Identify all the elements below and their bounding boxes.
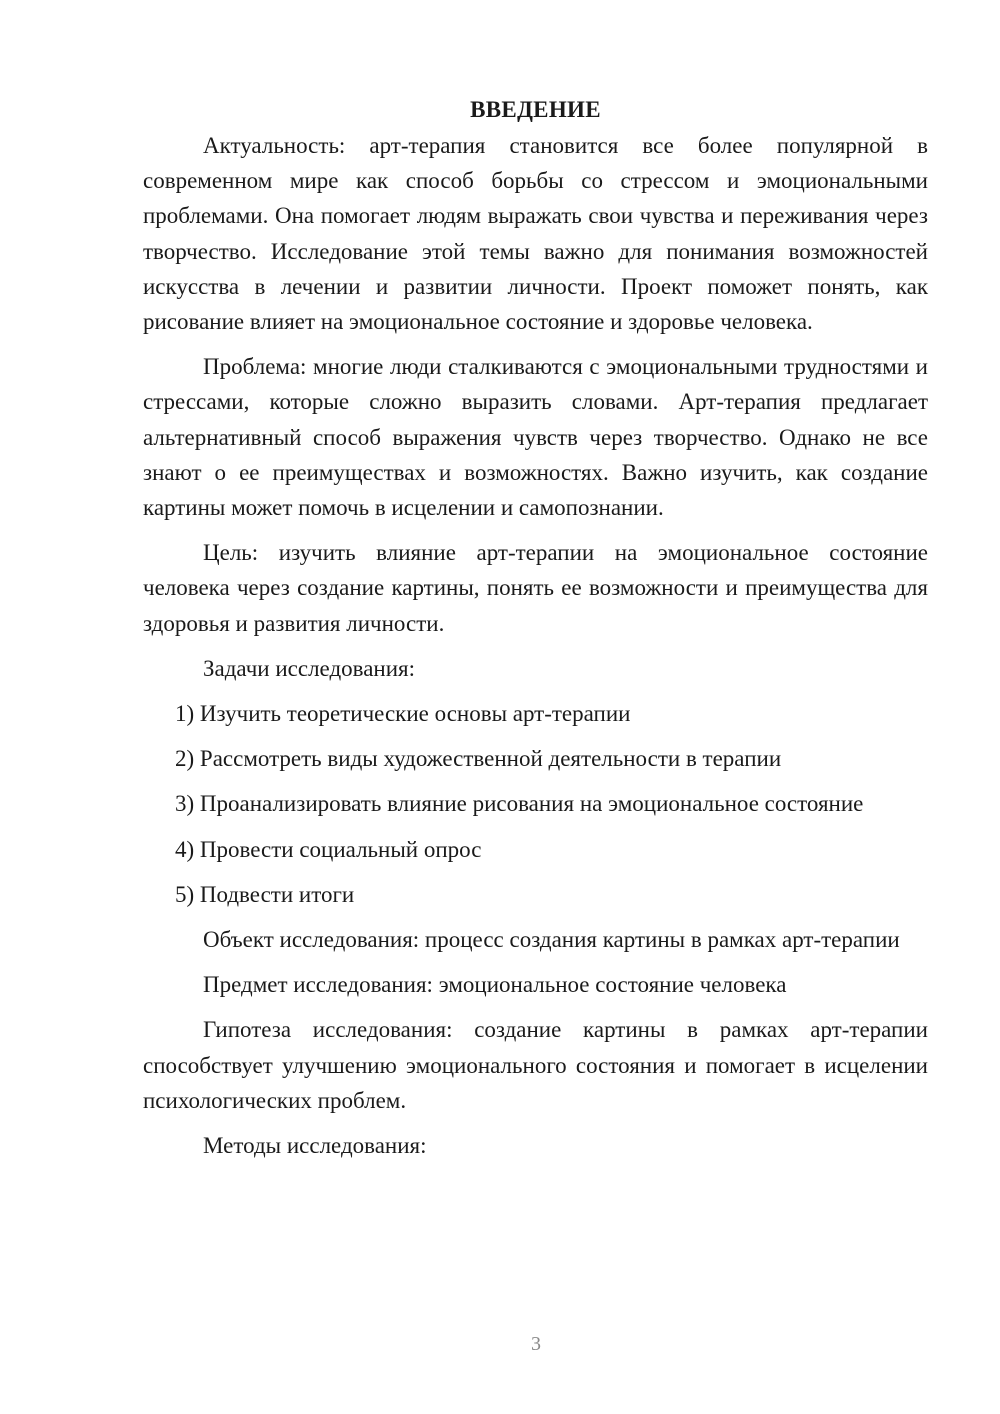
hypothesis-paragraph: Гипотеза исследования: создание картины в рамках арт-терапии способствует улучшению эмоционального состояния и помогает в исцелении психологических проблем. xyxy=(143,1017,928,1113)
goal-paragraph: Цель: изучить влияние арт-терапии на эмоциональное состояние человека через создание картины, понять ее возможности и преимущества для здоровья и развития личности. xyxy=(143,540,928,636)
methods-heading: Методы исследования: xyxy=(203,1133,427,1159)
problem-paragraph: Проблема: многие люди сталкиваются с эмоциональными трудностями и стрессами, которые сложно выразить словами. Арт-терапия предлагает альтернативный способ выражения чувств через творчество. Однако не все знают о ее преимуществах и возможностях. Важно изучить, как создание картины может помочь в исцелении и самопознании. xyxy=(143,354,928,521)
tasks-list xyxy=(143,696,928,912)
page-content xyxy=(143,92,928,1173)
section-heading: ВВЕДЕНИЕ xyxy=(470,97,601,122)
tasks-heading: Задачи исследования: xyxy=(203,655,416,681)
list-item: 1) Изучить теоретические основы арт-терапии xyxy=(175,701,631,727)
subject-paragraph: Предмет исследования: эмоциональное состояние человека xyxy=(203,972,787,998)
list-item: 5) Подвести итоги xyxy=(175,881,355,907)
object-paragraph: Объект исследования: процесс создания картины в рамках арт-терапии xyxy=(203,927,900,953)
page-number: 3 xyxy=(531,1333,541,1355)
list-item: 4) Провести социальный опрос xyxy=(175,836,482,862)
list-item: 3) Проанализировать влияние рисования на эмоциональное состояние xyxy=(175,791,864,817)
list-item: 2) Рассмотреть виды художественной деятельности в терапии xyxy=(175,746,782,772)
relevance-paragraph: Актуальность: арт-терапия становится все более популярной в современном мире как способ борьбы со стрессом и эмоциональными проблемами. Она помогает людям выражать свои чувства и переживания через творчество. Исследование этой темы важно для понимания возможностей искусства в лечении и развитии личности. Проект поможет понять, как рисование влияет на эмоциональное состояние и здоровье человека. xyxy=(143,133,928,335)
